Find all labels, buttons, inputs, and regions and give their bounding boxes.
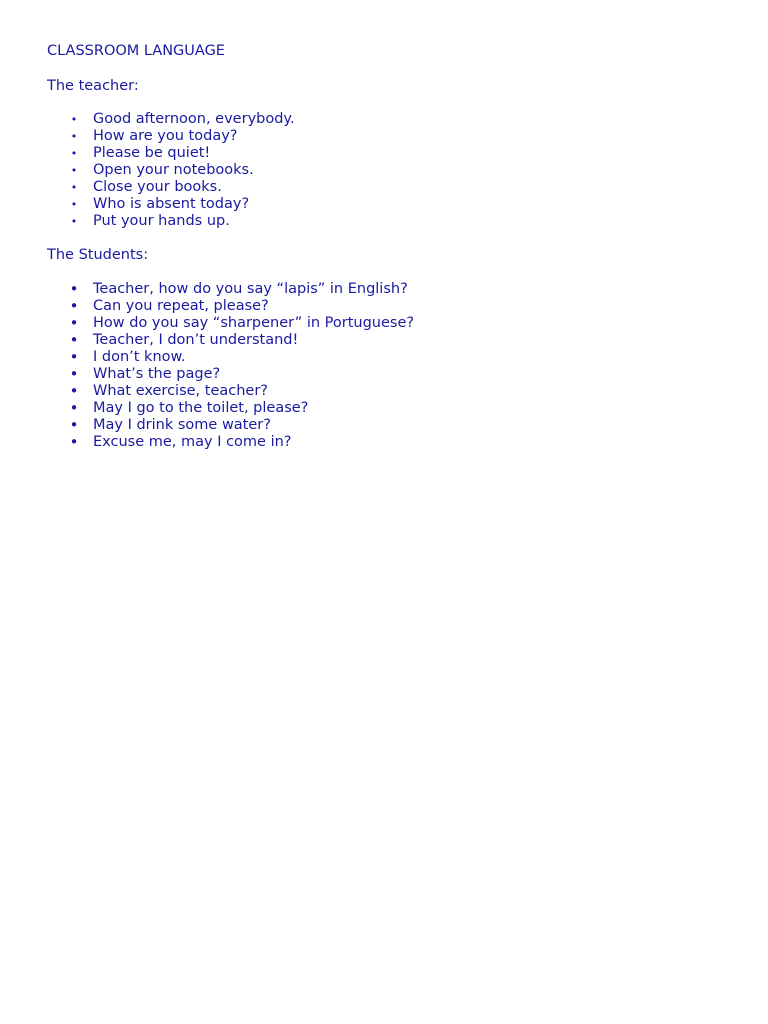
list-item	[0, 128, 295, 145]
list-item-text: Close your books.	[93, 179, 222, 195]
bullet-icon: •	[69, 331, 79, 349]
bullet-icon: •	[70, 113, 78, 126]
list-item-text: Who is absent today?	[93, 196, 250, 212]
list-item	[0, 145, 295, 162]
bullet-icon: •	[69, 399, 79, 417]
bullet-icon: •	[69, 297, 79, 315]
document-title: CLASSROOM LANGUAGE	[47, 43, 225, 59]
list-item-text: Excuse me, may I come in?	[93, 434, 292, 450]
bullet-icon: •	[70, 164, 78, 177]
bullet-icon: •	[69, 382, 79, 400]
bullet-icon: •	[69, 416, 79, 434]
list-item	[0, 366, 414, 383]
list-item	[0, 434, 414, 451]
list-item	[0, 281, 414, 298]
bullet-icon: •	[70, 147, 78, 160]
bullet-icon: •	[70, 181, 78, 194]
list-item-text: Can you repeat, please?	[93, 298, 269, 314]
list-item-text: Teacher, how do you say “lapis” in English?	[93, 281, 408, 297]
teacher-phrase-list	[0, 111, 295, 230]
list-item-text: What exercise, teacher?	[93, 383, 268, 399]
bullet-icon: •	[70, 215, 78, 228]
list-item-text: Good afternoon, everybody.	[93, 111, 295, 127]
list-item	[0, 417, 414, 434]
list-item-text: May I drink some water?	[93, 417, 271, 433]
list-item-text: I don’t know.	[93, 349, 186, 365]
students-phrase-list	[0, 281, 414, 451]
bullet-icon: •	[70, 198, 78, 211]
list-item	[0, 400, 414, 417]
list-item	[0, 298, 414, 315]
list-item	[0, 111, 295, 128]
list-item-text: How do you say “sharpener” in Portuguese?	[93, 315, 415, 331]
list-item-text: How are you today?	[93, 128, 238, 144]
list-item	[0, 383, 414, 400]
list-item	[0, 196, 295, 213]
bullet-icon: •	[69, 314, 79, 332]
list-item-text: Please be quiet!	[93, 145, 211, 161]
teacher-section-heading: The teacher:	[47, 78, 139, 94]
bullet-icon: •	[69, 348, 79, 366]
list-item-text: May I go to the toilet, please?	[93, 400, 309, 416]
list-item	[0, 332, 414, 349]
bullet-icon: •	[69, 280, 79, 298]
students-section-heading: The Students:	[47, 247, 149, 263]
list-item	[0, 349, 414, 366]
list-item	[0, 179, 295, 196]
list-item-text: Open your notebooks.	[93, 162, 254, 178]
list-item	[0, 315, 414, 332]
bullet-icon: •	[69, 433, 79, 451]
bullet-icon: •	[70, 130, 78, 143]
list-item-text: What’s the page?	[93, 366, 221, 382]
list-item-text: Teacher, I don’t understand!	[93, 332, 299, 348]
bullet-icon: •	[69, 365, 79, 383]
list-item	[0, 213, 295, 230]
list-item	[0, 162, 295, 179]
list-item-text: Put your hands up.	[93, 213, 230, 229]
